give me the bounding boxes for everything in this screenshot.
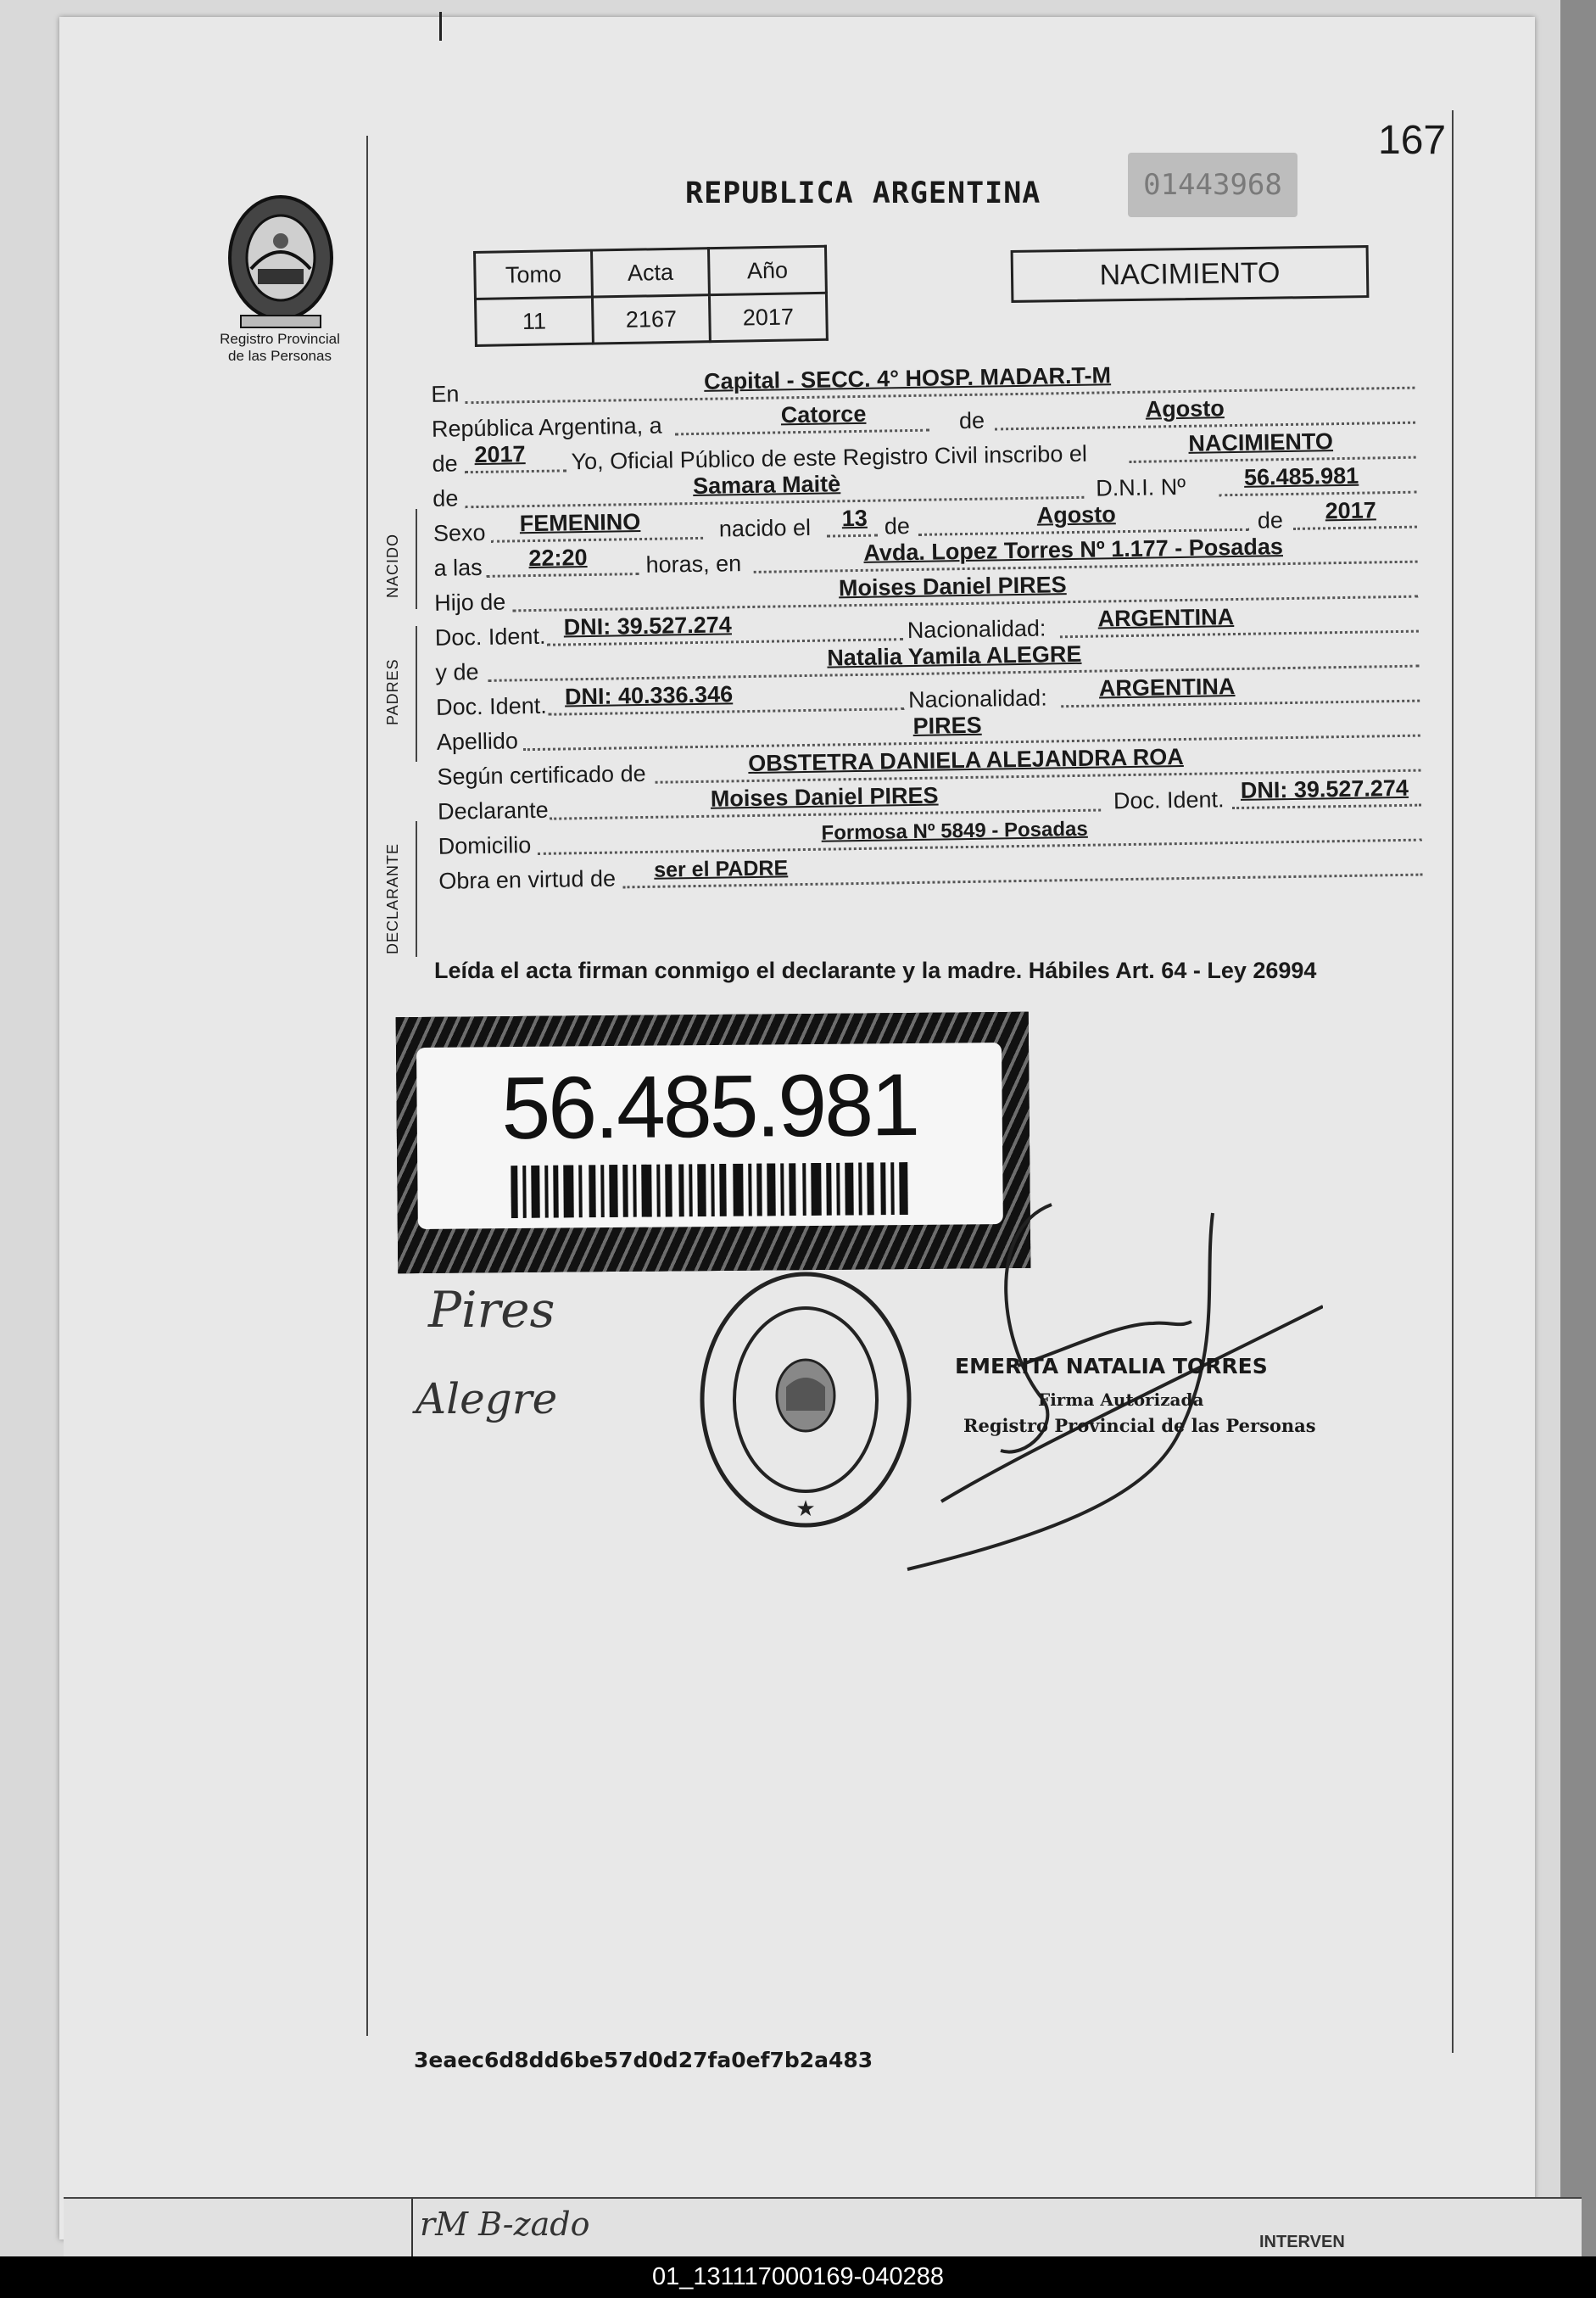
sexo-value: FEMENINO [519,509,641,537]
province-shield-icon [217,188,344,333]
birth-time-value: 22:20 [528,545,588,572]
nacionalidad2-label: Nacionalidad: [907,685,1047,713]
section-label-declarante: DECLARANTE [384,842,401,954]
section-divider-declarante [416,821,417,957]
nacionalidad-label: Nacionalidad: [907,615,1046,644]
birth-place-value: Avda. Lopez Torres Nº 1.177 - Posadas [863,534,1284,566]
document-hash: 3eaec6d8dd6be57d0d27fa0ef7b2a483 [414,2048,873,2072]
acta-value: 2167 [592,295,710,344]
record-type-box: NACIMIENTO [1011,245,1370,303]
mother-name-value: Natalia Yamila ALEGRE [827,640,1082,671]
section-divider-padres [416,626,417,762]
handwritten-signature [899,1179,1323,1586]
signer-organization: Registro Provincial de las Personas [963,1415,1316,1436]
underlying-sheet-rule [411,2199,413,2258]
tomo-header: Tomo [475,250,593,299]
acta-header: Acta [592,249,710,297]
horas-en-label: horas, en [645,551,742,578]
section-divider-nacido [416,509,417,609]
doc-ident-label: Doc. Ident. [434,623,546,651]
underlying-sheet [64,2197,1582,2258]
country-title: REPUBLICA ARGENTINA [685,176,1041,210]
mother-doc-value: DNI: 40.336.346 [564,681,734,710]
birth-day-value: 13 [841,505,868,532]
a-las-label: a las [433,554,483,581]
declarante-label: Declarante [437,797,549,825]
section-label-nacido: NACIDO [384,533,401,598]
left-margin-rule [366,136,368,2036]
underlying-stamp-text: INTERVEN [1259,2233,1345,2251]
obra-value: ser el PADRE [653,856,789,882]
handwritten-alegre: Alegre [416,1374,558,1423]
page-number: 167 [1378,118,1447,163]
declarante-doc-value: DNI: 39.527.274 [1240,774,1409,803]
time-dotted-line [487,573,639,578]
de-label: de [958,407,985,434]
svg-text:★: ★ [795,1496,816,1522]
declarante-value: Moises Daniel PIRES [710,782,939,812]
declarante-doc-dotted-line [1232,804,1421,810]
signer-role: Firma Autorizada [1038,1389,1204,1410]
hijo-de-label: Hijo de [433,589,506,616]
registry-label [204,331,356,365]
day-dotted-line [675,429,929,436]
father-name-value: Moises Daniel PIRES [838,572,1067,601]
closing-statement: Leída el acta firman conmigo el declarante y la madre. Hábiles Art. 64 - Ley 26994 [434,958,1317,983]
domicilio-value: Formosa Nº 5849 - Posadas [821,817,1088,845]
top-tick-mark [439,12,442,41]
registry-label-line2: de las Personas [228,348,332,364]
right-margin-rule [1452,110,1454,2053]
de4-label: de [1257,507,1284,534]
file-identifier-bar: 01_131117000169-040288 [0,2256,1596,2298]
signer-name: EMERITA NATALIA TORRES [955,1354,1268,1378]
inscription-value: NACIMIENTO [1188,428,1334,456]
birth-year-value: 2017 [1325,497,1376,524]
section-label-padres: PADRES [384,658,401,725]
handwritten-pires: Pires [428,1281,555,1339]
dni-label: D.N.I. Nº [1095,473,1186,501]
barcode-icon [511,1162,910,1218]
en-label: En [431,381,460,407]
father-nationality-value: ARGENTINA [1097,604,1235,632]
day-value: Catorce [780,400,867,428]
month-value: Agosto [1145,395,1225,422]
oficial-label: Yo, Oficial Público de este Registro Civil inscribo el [571,440,1088,475]
birth-record-form [424,359,1433,896]
record-reference-table [473,245,829,347]
birth-year-dotted-line [1293,526,1417,530]
de3-label: de [884,513,911,540]
child-name-value: Samara Maitè [692,471,841,500]
sticker-dni-number: 56.485.981 [500,1055,918,1159]
year-value: 2017 [474,441,526,468]
doc-ident3-label: Doc. Ident. [1113,786,1225,814]
nacido-el-label: nacido el [718,514,812,542]
apellido-value: PIRES [912,712,982,739]
year-dotted-line [465,469,566,473]
anio-value: 2017 [709,293,827,341]
name-label: de [432,485,459,512]
serial-number-stamp: 01443968 [1128,153,1297,217]
tomo-value: 11 [475,297,593,345]
en-value: Capital - SECC. 4° HOSP. MADAR.T-M [703,362,1112,394]
apellido-label: Apellido [436,728,519,755]
sexo-dotted-line [491,537,703,543]
birth-day-dotted-line [827,534,878,538]
dni-dotted-line [1219,491,1416,497]
father-doc-value: DNI: 39.527.274 [563,612,733,640]
de2-label: de [432,450,458,477]
child-dni-value: 56.485.981 [1243,462,1359,490]
y-de-label: y de [435,659,479,685]
certificate-value: OBSTETRA DANIELA ALEJANDRA ROA [748,743,1184,777]
registry-seal-icon [697,1268,914,1531]
obra-label: Obra en virtud de [438,865,617,894]
underlying-handwriting: rM B-zado [420,2206,590,2243]
inscription-dotted-line [1130,456,1416,463]
birth-month-value: Agosto [1036,501,1116,528]
doc-ident2-label: Doc. Ident. [435,692,547,720]
registry-label-line1: Registro Provincial [220,331,340,347]
segun-label: Según certificado de [437,760,646,790]
domicilio-label: Domicilio [438,832,532,859]
republica-label: República Argentina, a [431,412,662,442]
anio-header: Año [708,246,826,294]
sexo-label: Sexo [432,519,486,546]
mother-nationality-value: ARGENTINA [1098,674,1236,702]
